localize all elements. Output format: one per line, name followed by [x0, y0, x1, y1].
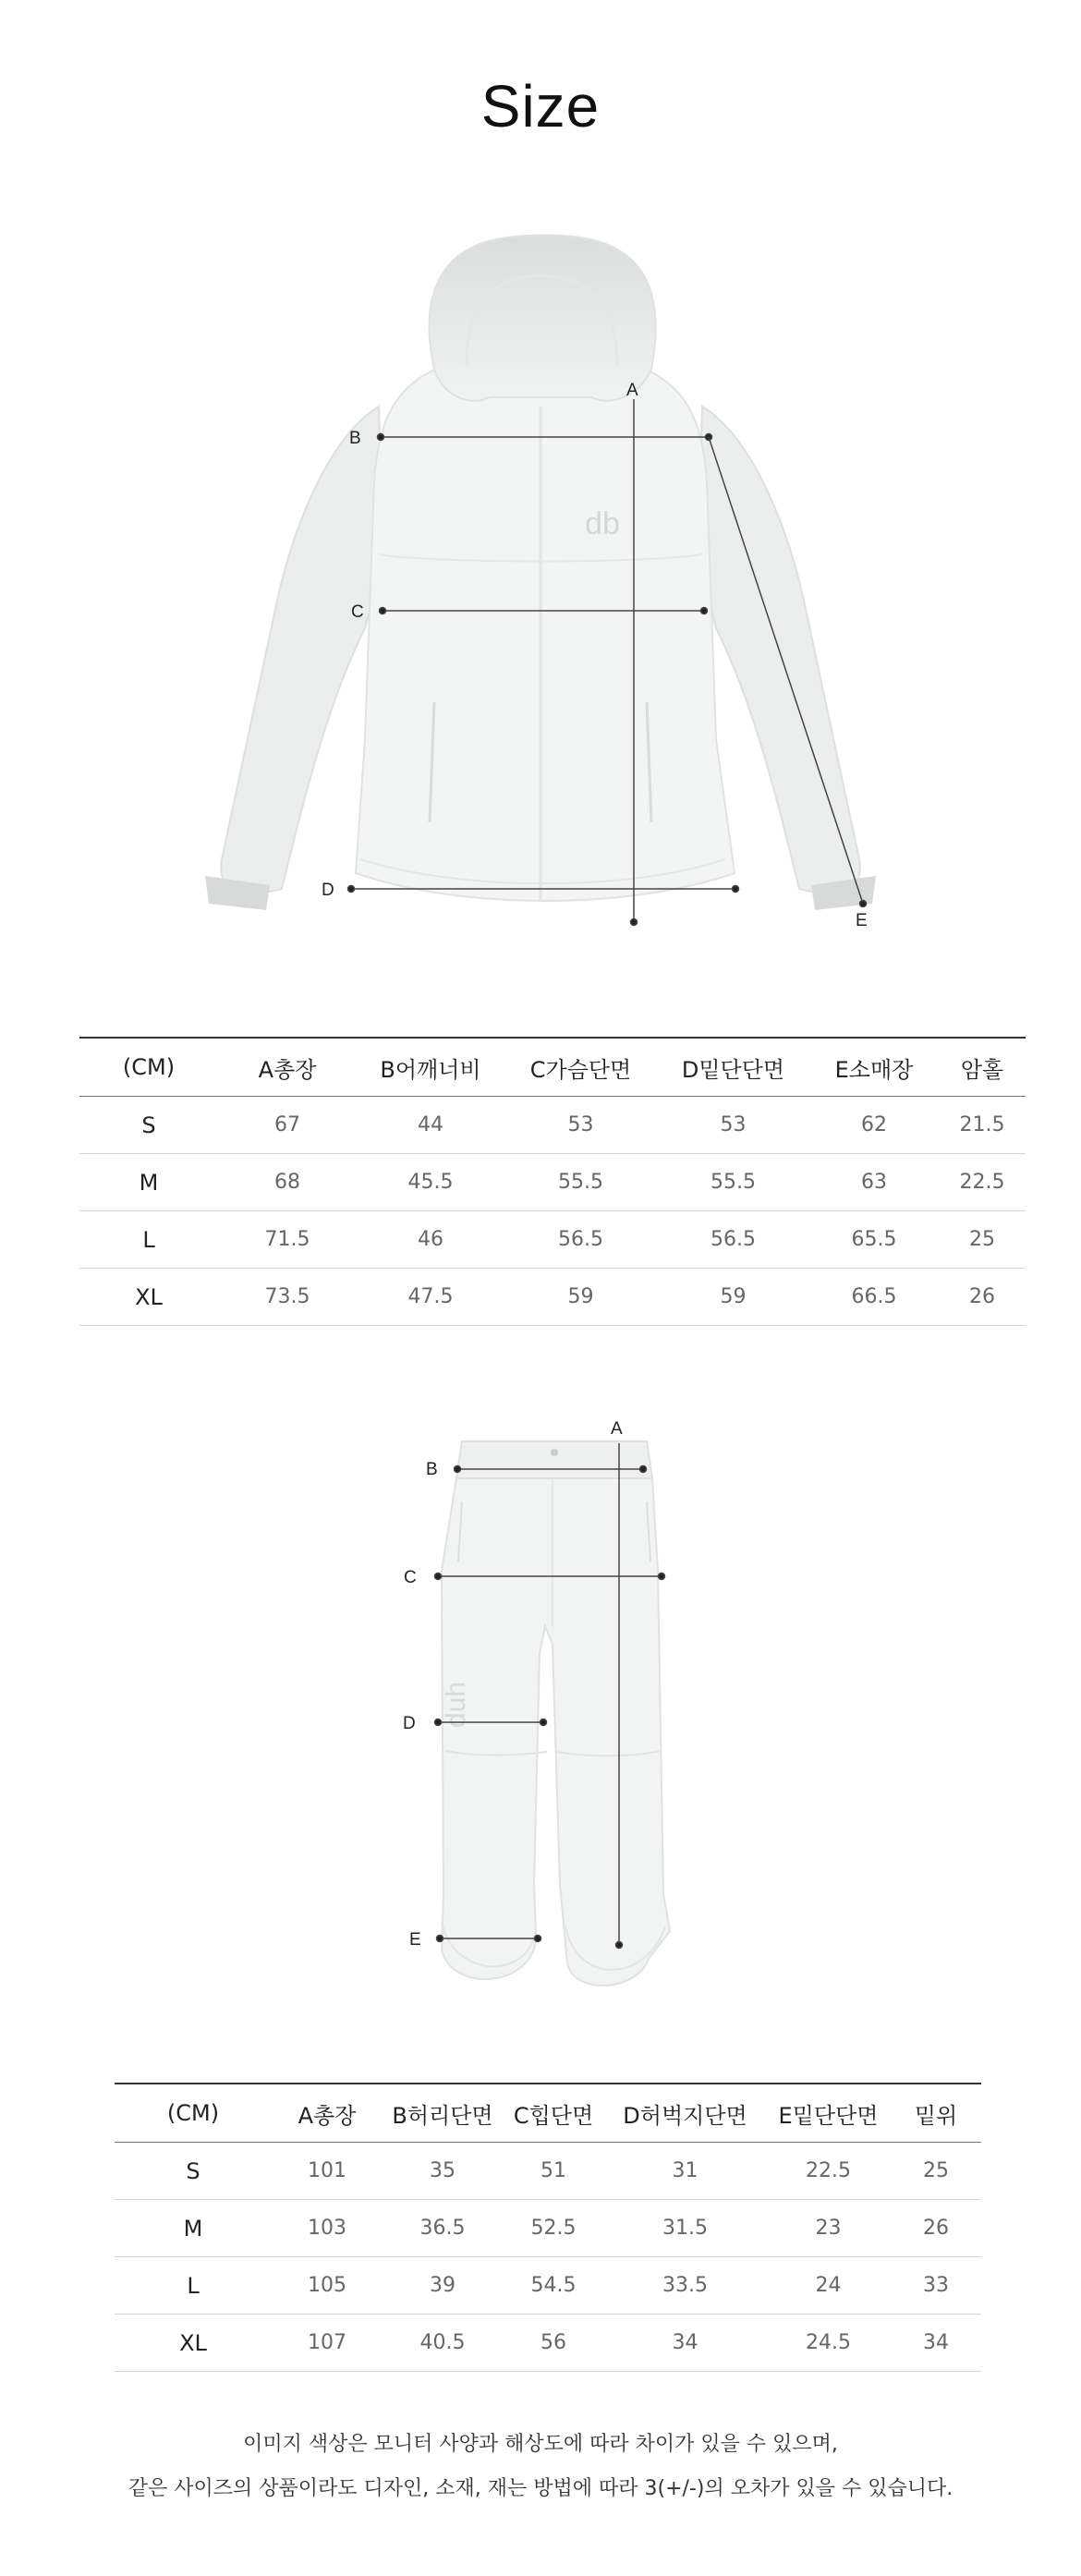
table-cell: 31.5 [604, 2200, 766, 2257]
jacket-size-table [79, 1037, 1026, 1326]
column-header: A총장 [218, 1038, 357, 1097]
marker-label-a: A [611, 1419, 623, 1439]
column-header: D허벅지단면 [604, 2084, 766, 2143]
table-cell: 51 [503, 2143, 604, 2200]
column-header: E소매장 [809, 1038, 939, 1097]
table-cell: 39 [383, 2257, 503, 2315]
measure-point [540, 1719, 547, 1726]
table-cell: 101 [272, 2143, 383, 2200]
table-row [115, 2200, 981, 2257]
measure-point [640, 1466, 647, 1473]
table-cell: 54.5 [503, 2257, 604, 2315]
size-cell: M [79, 1154, 218, 1211]
table-cell: 63 [809, 1154, 939, 1211]
table-cell: 34 [891, 2315, 981, 2372]
table-cell: 56.5 [504, 1211, 657, 1269]
brand-logo: db [585, 506, 620, 541]
table-cell: 33.5 [604, 2257, 766, 2315]
size-cell: S [115, 2143, 272, 2200]
table-cell: 56.5 [657, 1211, 809, 1269]
table-cell: 59 [657, 1269, 809, 1326]
table-cell: 62 [809, 1097, 939, 1154]
table-cell: 31 [604, 2143, 766, 2200]
column-header: (CM) [79, 1038, 218, 1097]
column-header: E밑단단면 [766, 2084, 891, 2143]
table-row [79, 1211, 1026, 1269]
marker-label-e: E [409, 1930, 421, 1950]
marker-label-c: C [404, 1568, 417, 1587]
measure-point [733, 886, 739, 893]
column-header: C가슴단면 [504, 1038, 657, 1097]
measure-point [435, 1574, 442, 1580]
brand-logo: duh [441, 1681, 471, 1729]
table-cell: 103 [272, 2200, 383, 2257]
measure-point [631, 919, 638, 926]
jacket-diagram [0, 213, 1081, 952]
marker-label-a: A [626, 381, 638, 400]
size-cell: XL [115, 2315, 272, 2372]
table-cell: 56 [503, 2315, 604, 2372]
marker-label-b: B [426, 1460, 438, 1479]
pants-diagram [0, 1404, 1081, 2014]
table-cell: 22.5 [766, 2143, 891, 2200]
table-cell: 73.5 [218, 1269, 357, 1326]
size-cell: M [115, 2200, 272, 2257]
marker-label-e: E [856, 911, 868, 930]
table-row [79, 1097, 1026, 1154]
measure-point [535, 1936, 541, 1942]
measure-point [616, 1942, 623, 1949]
column-header: D밑단단면 [657, 1038, 809, 1097]
table-cell: 22.5 [939, 1154, 1026, 1211]
table-row [79, 1269, 1026, 1326]
table-cell: 40.5 [383, 2315, 503, 2372]
footnote-line-2: 같은 사이즈의 상품이라도 디자인, 소재, 재는 방법에 따라 3(+/-)의 오차가 있을 수 있습니다. [128, 2477, 953, 2500]
table-cell: 25 [891, 2143, 981, 2200]
footnote-line-1: 이미지 색상은 모니터 사양과 해상도에 따라 차이가 있을 수 있으며, [243, 2433, 838, 2456]
table-cell: 45.5 [357, 1154, 504, 1211]
table-cell: 33 [891, 2257, 981, 2315]
table-cell: 105 [272, 2257, 383, 2315]
measure-point [701, 608, 708, 614]
table-cell: 55.5 [657, 1154, 809, 1211]
table-cell: 53 [504, 1097, 657, 1154]
marker-label-c: C [351, 602, 364, 622]
table-cell: 24.5 [766, 2315, 891, 2372]
size-cell: S [79, 1097, 218, 1154]
table-cell: 68 [218, 1154, 357, 1211]
measure-point [455, 1466, 461, 1473]
table-cell: 107 [272, 2315, 383, 2372]
column-header: A총장 [272, 2084, 383, 2143]
marker-label-d: D [322, 881, 334, 900]
column-header: 밑위 [891, 2084, 981, 2143]
table-cell: 65.5 [809, 1211, 939, 1269]
jacket-shape [205, 236, 876, 911]
pants-size-table [115, 2083, 981, 2372]
measure-point [860, 901, 867, 907]
pants-shape [442, 1441, 670, 1986]
table-cell: 34 [604, 2315, 766, 2372]
table-cell: 52.5 [503, 2200, 604, 2257]
table-cell: 71.5 [218, 1211, 357, 1269]
table-cell: 24 [766, 2257, 891, 2315]
table-row [115, 2257, 981, 2315]
column-header: B허리단면 [383, 2084, 503, 2143]
size-cell: XL [79, 1269, 218, 1326]
size-cell: L [115, 2257, 272, 2315]
table-cell: 53 [657, 1097, 809, 1154]
column-header: 암홀 [939, 1038, 1026, 1097]
measure-point [437, 1936, 443, 1942]
column-header: (CM) [115, 2084, 272, 2143]
table-row [115, 2315, 981, 2372]
measure-point [435, 1719, 442, 1726]
column-header: B어깨너비 [357, 1038, 504, 1097]
table-row [79, 1154, 1026, 1211]
table-cell: 67 [218, 1097, 357, 1154]
table-row [115, 2143, 981, 2200]
measure-point [378, 434, 384, 441]
table-cell: 44 [357, 1097, 504, 1154]
table-cell: 21.5 [939, 1097, 1026, 1154]
table-cell: 35 [383, 2143, 503, 2200]
table-cell: 23 [766, 2200, 891, 2257]
table-cell: 55.5 [504, 1154, 657, 1211]
column-header: C힙단면 [503, 2084, 604, 2143]
table-cell: 26 [891, 2200, 981, 2257]
page-title: Size [480, 73, 601, 140]
measure-point [380, 608, 386, 614]
table-header-row [79, 1038, 1026, 1097]
marker-label-b: B [349, 429, 361, 448]
table-cell: 36.5 [383, 2200, 503, 2257]
size-cell: L [79, 1211, 218, 1269]
table-header-row [115, 2084, 981, 2143]
table-cell: 66.5 [809, 1269, 939, 1326]
table-cell: 46 [357, 1211, 504, 1269]
table-cell: 47.5 [357, 1269, 504, 1326]
table-cell: 25 [939, 1211, 1026, 1269]
measure-point [348, 886, 355, 893]
table-cell: 26 [939, 1269, 1026, 1326]
measure-point [659, 1574, 665, 1580]
marker-label-d: D [403, 1714, 416, 1733]
table-cell: 59 [504, 1269, 657, 1326]
